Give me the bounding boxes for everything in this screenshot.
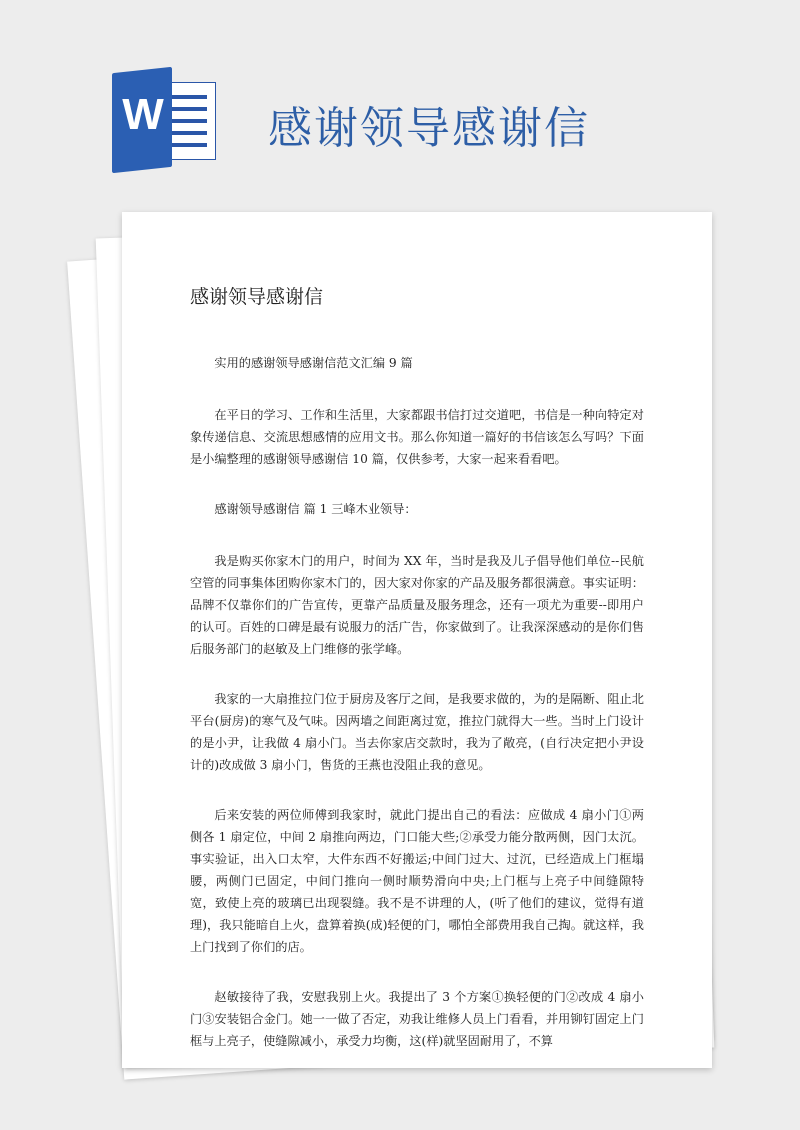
banner [0,0,800,200]
word-document-icon [112,70,216,170]
paragraph: 我家的一大扇推拉门位于厨房及客厅之间，是我要求做的，为的是隔断、阻止北平台(厨房)的寒气及气味。因两墙之间距离过宽，推拉门就得大一些。当时上门设计的是小尹，让我做 4 扇小门。当去你家店交款时，我为了敞亮，(自行决定把小尹设计的)改成做 3 扇小门，售货的王燕也没阻止我的意见。 [190,692,644,772]
paragraph: 我是购买你家木门的用户，时间为 XX 年，当时是我及儿子倡导他们单位--民航空管的同事集体团购你家木门的，因大家对你家的产品及服务都很满意。事实证明：品牌不仅靠你们的广告宣传，更靠产品质量及服务理念，还有一项尤为重要--即用户的认可。百姓的口碑是最有说服力的活广告，你家做到了。让我深深感动的是你们售后服务部门的赵敏及上门维修的张学峰。 [190,554,644,656]
document-page [122,212,712,1068]
paragraph: 在平日的学习、工作和生活里，大家都跟书信打过交道吧，书信是一种向特定对象传递信息、交流思想感情的应用文书。那么你知道一篇好的书信该怎么写吗？下面是小编整理的感谢领导感谢信 10 篇，仅供参考，大家一起来看看吧。 [190,408,644,466]
word-icon-letter: W [122,90,164,139]
document-body [190,352,644,1068]
paragraph: 赵敏接待了我，安慰我别上火。我提出了 3 个方案①换轻便的门②改成 4 扇小门③安装铝合金门。她一一做了否定，劝我让维修人员上门看看，并用铆钉固定上门框与上亮子，使缝隙减小，承受力均衡，这(样)就坚固耐用了，不算 [190,990,644,1048]
paragraph: 后来安装的两位师傅到我家时，就此门提出自己的看法：应做成 4 扇小门①两侧各 1 扇定位，中间 2 扇推向两边，门口能大些;②承受力能分散两侧，因门太沉。事实验证，出入口太窄，大件东西不好搬运;中间门过大、过沉，已经造成上门框塌腰，两侧门已固定，中间门推向一侧时顺势滑向中央;上门框与上亮子中间缝隙特宽，致使上亮的玻璃已出现裂缝。我不是不讲理的人，(听了他们的建议，觉得有道理)，我只能暗自上火，盘算着换(成)轻便的门，哪怕全部费用我自己掏。就这样，我上门找到了你们的店。 [190,808,644,954]
letter-heading: 感谢领导感谢信 篇 1 三峰木业领导： [214,502,417,516]
document-title: 感谢领导感谢信 [190,286,324,308]
banner-title: 感谢领导感谢信 [268,103,590,154]
document-subtitle: 实用的感谢领导感谢信范文汇编 9 篇 [214,356,413,370]
